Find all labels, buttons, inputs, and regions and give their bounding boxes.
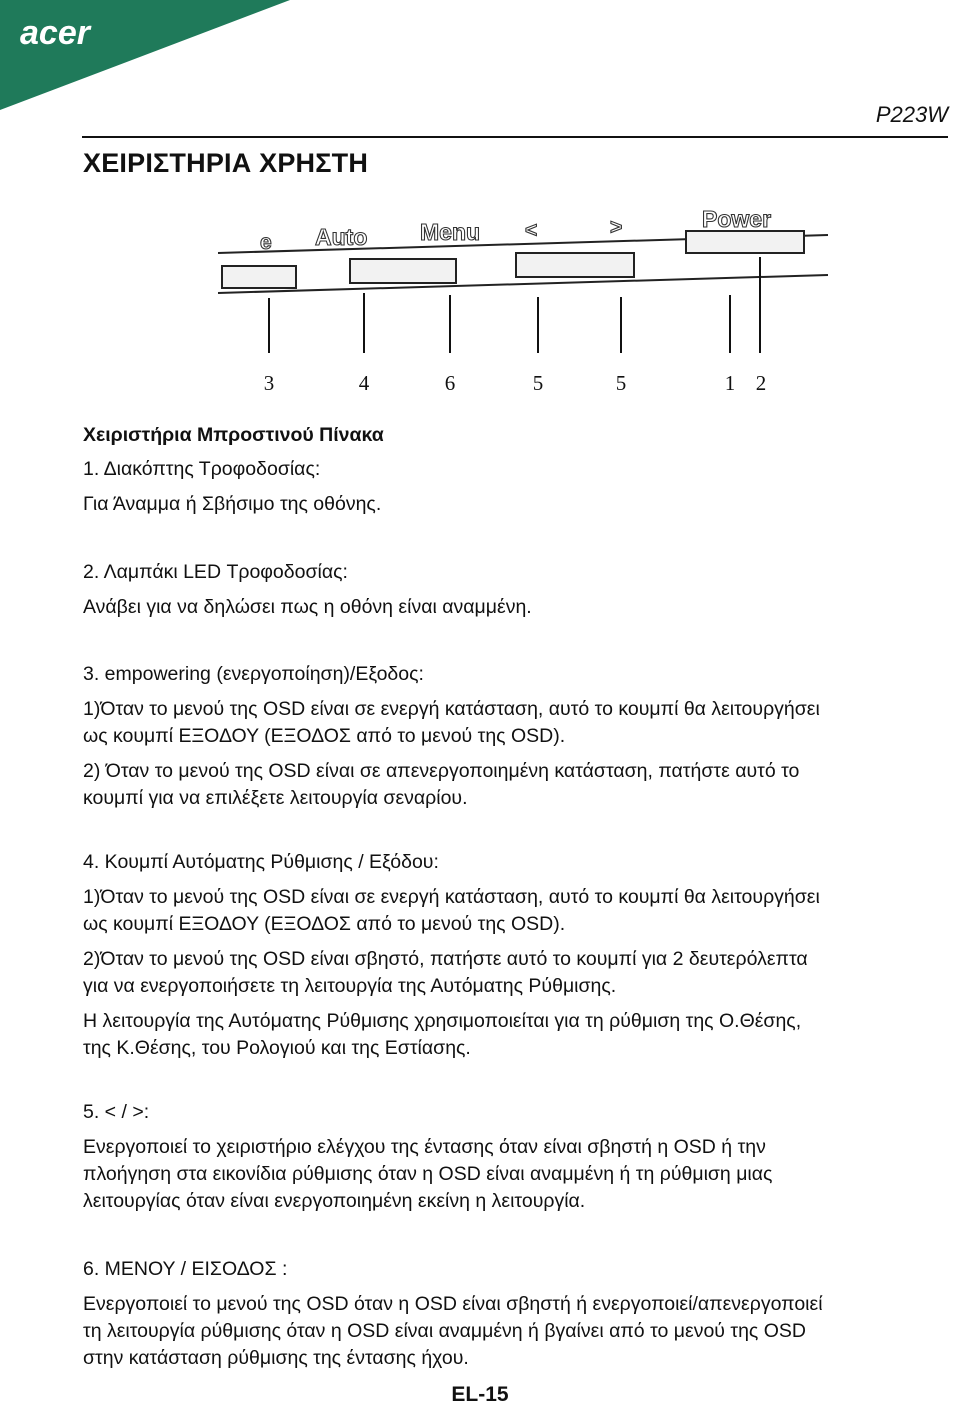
callout-5b: 5 xyxy=(615,371,627,395)
page-title: ΧΕΙΡΙΣΤΗΡΙΑ ΧΡΗΣΤΗ xyxy=(83,148,369,178)
item-5-line1: Ενεργοποιεί το χειριστήριο ελέγχου της έντασης όταν είναι σβηστή η OSD ή την xyxy=(83,1136,766,1158)
header-divider xyxy=(82,136,948,138)
item-6-line3: στην κατάσταση ρύθμισης της έντασης ήχου. xyxy=(83,1347,469,1369)
callout-2: 2 xyxy=(755,371,767,395)
item-6-heading: 6. ΜΕΝΟΥ / ΕΙΣΟΔΟΣ : xyxy=(83,1258,288,1280)
item-4-p3-line1: Η λειτουργία της Αυτόματης Ρύθμισης χρησιμοποιείται για τη ρύθμιση της Ο.Θέσης, xyxy=(83,1010,802,1032)
item-2-heading: 2. Λαμπάκι LED Τροφοδοσίας: xyxy=(83,561,348,583)
item-6 xyxy=(83,1256,949,1372)
item-2-text: Ανάβει για να δηλώσει πως η οθόνη είναι αναμμένη. xyxy=(83,596,532,618)
item-3 xyxy=(83,661,949,812)
item-4 xyxy=(83,849,949,1062)
label-e: e xyxy=(260,231,272,254)
label-right: > xyxy=(610,216,623,239)
item-3-p1-line2: ως κουμπί ΕΞΟΔΟΥ (ΕΞΟΔΟΣ από το μενού της OSD). xyxy=(83,725,566,747)
callout-3: 3 xyxy=(263,371,275,395)
callout-4: 4 xyxy=(358,371,370,395)
label-auto: Auto xyxy=(315,224,368,250)
item-5-line3: λειτουργίας όταν είναι ενεργοποιημένη εκείνη η λειτουργία. xyxy=(83,1190,586,1212)
item-1-text: Για Άναμμα ή Σβήσιμο της οθόνης. xyxy=(83,493,382,515)
item-5 xyxy=(83,1099,949,1215)
callout-5a: 5 xyxy=(532,371,544,395)
item-4-p2-line2: για να ενεργοποιήσετε τη λειτουργία της Αυτόματης Ρύθμισης. xyxy=(83,975,617,997)
item-4-p1-line1: 1)Όταν το μενού της OSD είναι σε ενεργή κατάσταση, αυτό το κουμπί θα λειτουργήσει xyxy=(83,886,820,908)
page-number: EL-15 xyxy=(451,1383,509,1406)
model-name: P223W xyxy=(875,102,948,127)
item-6-line2: τη λειτουργία ρύθμισης όταν η OSD είναι αναμμένη ή βγαίνει από το μενού της OSD xyxy=(83,1320,806,1342)
section-heading: Χειριστήρια Μπροστινού Πίνακα xyxy=(83,424,384,446)
item-4-p1-line2: ως κουμπί ΕΞΟΔΟΥ (ΕΞΟΔΟΣ από το μενού της OSD). xyxy=(83,913,566,935)
button-auto-shape xyxy=(350,259,456,283)
item-4-p2-line1: 2)Όταν το μενού της OSD είναι σβηστό, πατήστε αυτό το κουμπί για 2 δευτερόλεπτα xyxy=(83,948,808,970)
item-5-heading: 5. < / >: xyxy=(83,1101,150,1123)
item-3-p1-line1: 1)Όταν το μενού της OSD είναι σε ενεργή κατάσταση, αυτό το κουμπί θα λειτουργήσει xyxy=(83,698,820,720)
acer-logo xyxy=(0,0,300,110)
item-5-line2: πλοήγηση στα εικονίδια ρύθμισης όταν η OSD είναι αναμμένη ή τη ρύθμιση μιας xyxy=(83,1163,773,1185)
front-panel-diagram xyxy=(200,195,840,405)
item-4-p3-line2: της Κ.Θέσης, του Ρολογιού και της Εστίασης. xyxy=(83,1037,471,1059)
button-e-shape xyxy=(222,266,296,288)
item-1-heading: 1. Διακόπτης Τροφοδοσίας: xyxy=(83,458,321,480)
item-3-p2-line2: κουμπί για να επιλέξετε λειτουργία σεναρίου. xyxy=(83,787,468,809)
item-3-heading: 3. empowering (ενεργοποίηση)/Εξοδος: xyxy=(83,663,424,685)
label-power: Power xyxy=(702,206,772,232)
item-3-p2-line1: 2) Όταν το μενού της OSD είναι σε απενεργοποιημένη κατάσταση, πατήστε αυτό το xyxy=(83,760,800,782)
item-6-line1: Ενεργοποιεί το μενού της OSD όταν η OSD είναι σβηστή ή ενεργοποιεί/απενεργοποιεί xyxy=(83,1293,823,1315)
label-left: < xyxy=(525,219,538,242)
item-2 xyxy=(83,559,949,621)
button-menu-shape xyxy=(516,253,634,277)
logo-text: acer xyxy=(20,14,90,52)
label-menu: Menu xyxy=(420,219,481,245)
button-power-shape xyxy=(686,231,804,253)
callout-1: 1 xyxy=(724,371,736,395)
item-4-heading: 4. Κουμπί Αυτόματης Ρύθμισης / Εξόδου: xyxy=(83,851,439,873)
callout-6: 6 xyxy=(444,371,456,395)
item-1 xyxy=(83,456,949,518)
